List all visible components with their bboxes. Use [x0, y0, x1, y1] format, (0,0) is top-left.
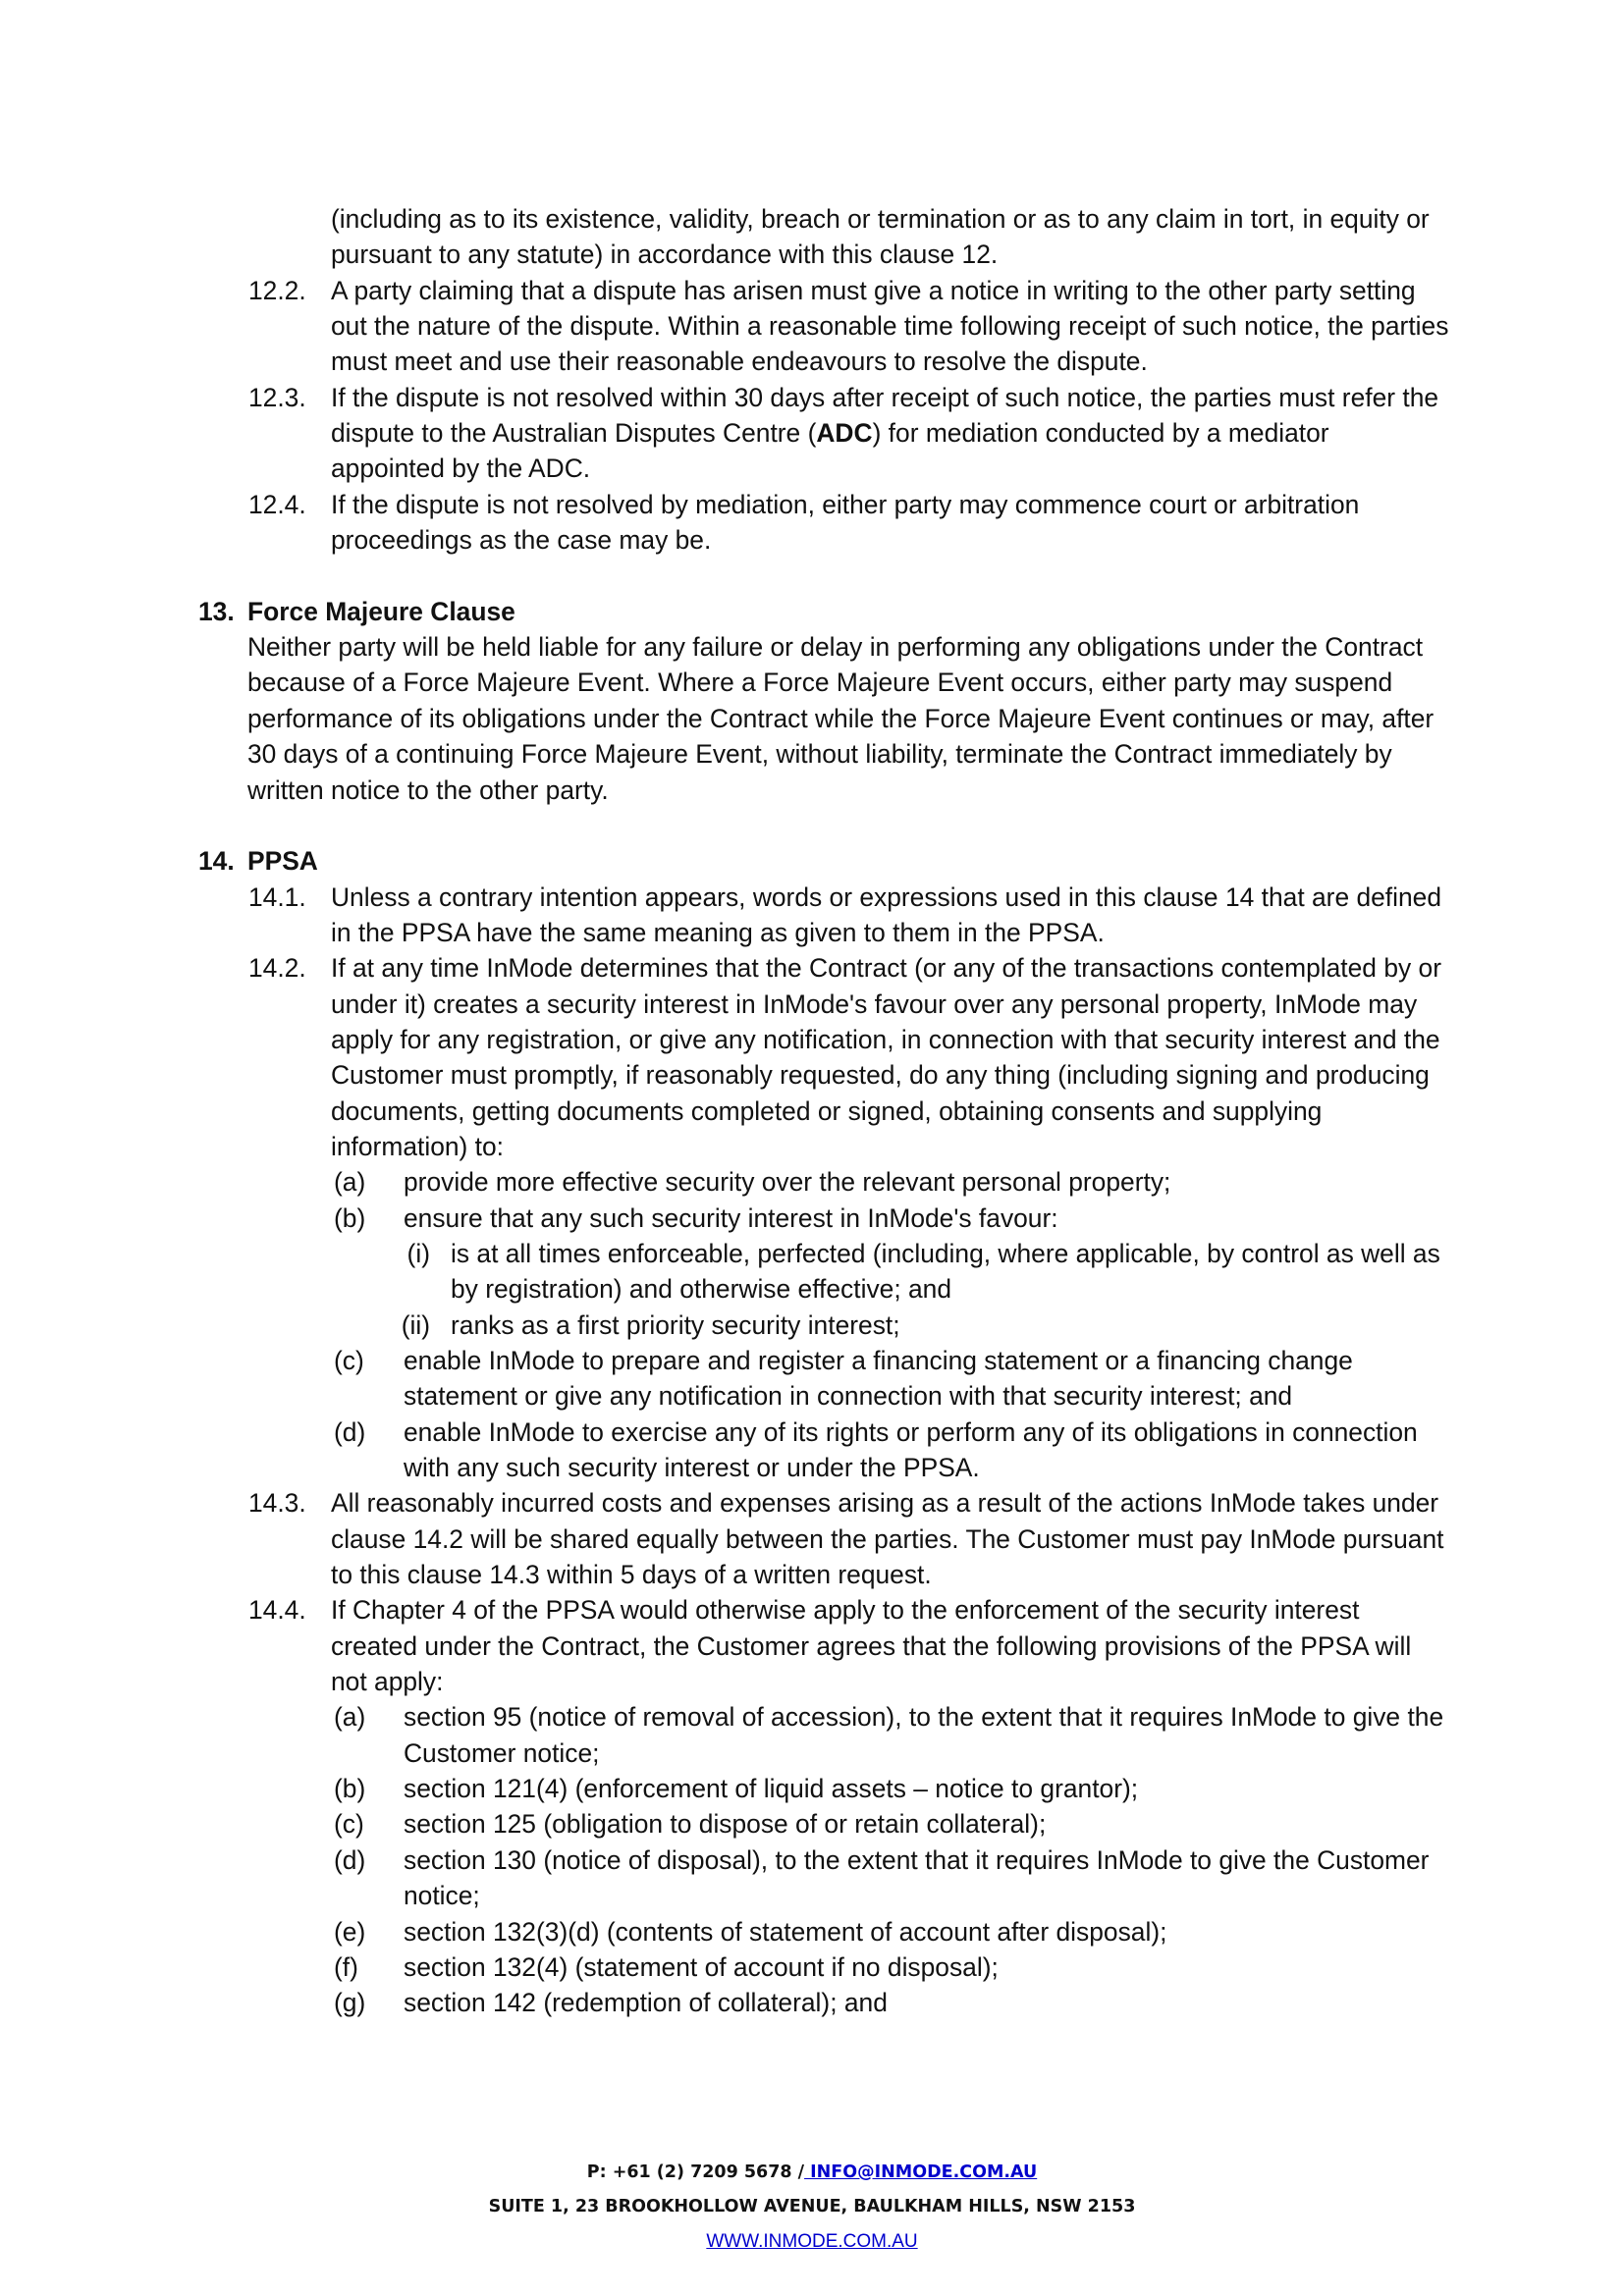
subclause-text: section 121(4) (enforcement of liquid assets – notice to grantor);	[404, 1774, 1139, 1804]
heading-number: 13.	[198, 596, 235, 626]
spacer	[0, 808, 1624, 843]
clause-14-2-b-ii	[0, 1308, 1624, 1343]
heading-title: Force Majeure Clause	[247, 596, 515, 626]
clause-14-4-g	[0, 1985, 1624, 2020]
footer-website-link[interactable]: WWW.INMODE.COM.AU	[706, 2231, 918, 2252]
subclause-text: section 132(3)(d) (contents of statement of account after disposal);	[404, 1916, 1167, 1947]
clause-number: 14.2.	[248, 953, 306, 984]
subclause-label: (d)	[334, 1416, 366, 1447]
clause-text: Neither party will be held liable for any failure or delay in performing any obligations under the Contract because of a Force Majeure Event. Where a Force Majeure Event occurs, either party may suspend performance of its obligations under the Contract while the Force Majeure Event continues or may, after 30 days of a continuing Force Majeure Event, without liability, terminate the Contract immediately by written notice to the other party.	[247, 632, 1435, 805]
subclause-label: (a)	[334, 1167, 366, 1198]
subclause-label: (b)	[334, 1202, 366, 1233]
clause-14-heading	[0, 843, 1624, 879]
subclause-text: section 95 (notice of removal of accession), to the extent that it requires InMode to give the Customer notice;	[404, 1702, 1444, 1768]
clause-number: 12.4.	[248, 489, 306, 519]
clause-14-2-c	[0, 1343, 1624, 1415]
clause-14-2	[0, 950, 1624, 1164]
clause-14-2-b	[0, 1201, 1624, 1236]
clause-12-1-continuation	[0, 201, 1624, 273]
clause-text: Unless a contrary intention appears, words or expressions used in this clause 14 that are defined in the PPSA have the same meaning as given to them in the PPSA.	[331, 881, 1442, 947]
clause-text: (including as to its existence, validity, breach or termination or as to any claim in tort, in equity or pursuant to any statute) in accordance with this clause 12.	[331, 204, 1430, 270]
clause-14-3	[0, 1485, 1624, 1592]
subclause-label: (ii)	[401, 1309, 430, 1340]
subclause-text: section 130 (notice of disposal), to the extent that it requires InMode to give the Customer notice;	[404, 1844, 1430, 1911]
subclause-text: provide more effective security over the relevant personal property;	[404, 1167, 1171, 1198]
clause-14-4-c	[0, 1806, 1624, 1842]
clause-14-2-d	[0, 1415, 1624, 1486]
clause-14-4-e	[0, 1914, 1624, 1949]
footer-address: SUITE 1, 23 BROOKHOLLOW AVENUE, BAULKHAM HILLS, NSW 2153	[488, 2197, 1136, 2216]
subclause-label: (g)	[334, 1988, 366, 2018]
subclause-label: (c)	[334, 1809, 364, 1840]
subclause-label: (e)	[334, 1916, 366, 1947]
clause-14-4-d	[0, 1842, 1624, 1914]
subclause-text: ranks as a first priority security interest;	[451, 1309, 900, 1340]
clause-14-1	[0, 880, 1624, 951]
clause-14-2-b-i	[0, 1236, 1624, 1308]
subclause-text: ensure that any such security interest in InMode's favour:	[404, 1202, 1058, 1233]
clause-number: 12.2.	[248, 275, 306, 305]
clause-14-4-b	[0, 1771, 1624, 1806]
subclause-label: (c)	[334, 1346, 364, 1375]
clause-text: If the dispute is not resolved by mediation, either party may commence court or arbitration proceedings as the case may be.	[331, 489, 1360, 556]
subclause-text: enable InMode to prepare and register a financing statement or a financing change statement or give any notification in connection with that security interest; and	[404, 1346, 1353, 1412]
clause-text: A party claiming that a dispute has arisen must give a notice in writing to the other party setting out the nature of the dispute. Within a reasonable time following receipt of such notice, the parties must meet and use their reasonable endeavours to resolve the dispute.	[331, 275, 1449, 377]
clause-12-2	[0, 273, 1624, 380]
document-body	[0, 201, 1624, 2021]
subclause-label: (b)	[334, 1774, 366, 1804]
footer-contact-line	[0, 2156, 1624, 2190]
clause-14-4-f	[0, 1949, 1624, 1985]
footer-website-line	[0, 2224, 1624, 2260]
footer-email-link[interactable]: INFO@INMODE.COM.AU	[804, 2163, 1038, 2182]
clause-14-4	[0, 1592, 1624, 1699]
subclause-text: section 125 (obligation to dispose of or retain collateral);	[404, 1809, 1047, 1840]
heading-title: PPSA	[247, 846, 318, 877]
clause-13-heading	[0, 594, 1624, 629]
clause-number: 12.3.	[248, 382, 306, 412]
page-footer	[0, 2156, 1624, 2260]
clause-text: If at any time InMode determines that the Contract (or any of the transactions contemplated by or under it) creates a security interest in InMode's favour over any personal property, InMode may apply for any registration, or give any notification, in connection with that security interest and the Customer must promptly, if reasonably requested, do any thing (including signing and producing documents, getting documents completed or signed, obtaining consents and supplying information) to:	[331, 953, 1441, 1161]
footer-phone: P: +61 (2) 7209 5678 /	[586, 2163, 805, 2182]
subclause-text: is at all times enforceable, perfected (including, where applicable, by control as well as by registration) and otherwise effective; and	[451, 1238, 1440, 1305]
clause-number: 14.3.	[248, 1488, 306, 1519]
clause-text	[331, 380, 1449, 487]
clause-text-part: ) for mediation conducted by a mediator appointed by the ADC.	[331, 418, 1329, 484]
heading-number: 14.	[198, 846, 235, 877]
clause-text: All reasonably incurred costs and expenses arising as a result of the actions InMode takes under clause 14.2 will be shared equally between the parties. The Customer must pay InMode pursuant to this clause 14.3 within 5 days of a written request.	[331, 1488, 1444, 1590]
subclause-text: section 142 (redemption of collateral); and	[404, 1988, 888, 2018]
clause-13-body	[0, 629, 1624, 808]
subclause-label: (d)	[334, 1844, 366, 1875]
clause-number: 14.4.	[248, 1595, 306, 1626]
clause-14-4-a	[0, 1699, 1624, 1771]
clause-14-2-a	[0, 1164, 1624, 1200]
spacer	[0, 558, 1624, 593]
subclause-label: (i)	[406, 1238, 430, 1268]
subclause-text: section 132(4) (statement of account if no disposal);	[404, 1951, 999, 1982]
clause-number: 14.1.	[248, 881, 306, 912]
clause-text: If Chapter 4 of the PPSA would otherwise apply to the enforcement of the security interest created under the Contract, the Customer agrees that the following provisions of the PPSA will not apply:	[331, 1595, 1412, 1697]
subclause-text: enable InMode to exercise any of its rights or perform any of its obligations in connection with any such security interest or under the PPSA.	[404, 1416, 1418, 1483]
clause-12-3	[0, 380, 1624, 487]
subclause-label: (f)	[334, 1951, 358, 1982]
clause-12-4	[0, 487, 1624, 559]
subclause-label: (a)	[334, 1702, 366, 1733]
defined-term: ADC	[816, 418, 873, 449]
clause-text-part: If the dispute is not resolved within 30 days after receipt of such notice, the parties must refer the dispute to the Australian Disputes Centre (	[331, 382, 1439, 449]
